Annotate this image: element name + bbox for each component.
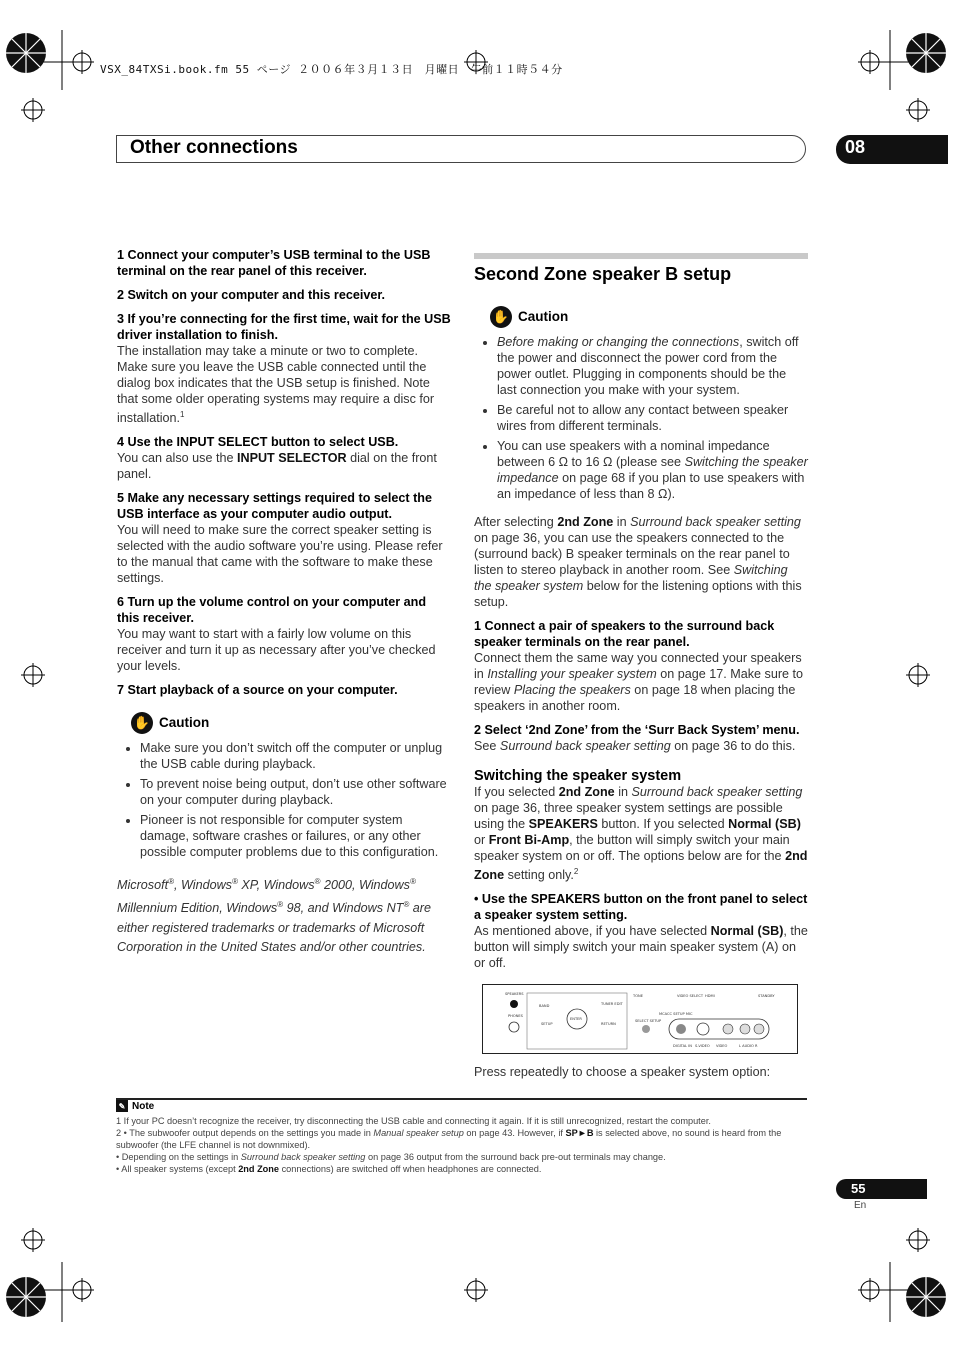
footnotes [116,1115,806,1175]
step-4: 4 Use the INPUT SELECT button to select USB. [117,435,399,450]
panel-label-standby: STANDBY [758,994,775,998]
panel-label-band: BAND [539,1004,550,1008]
step-3: 3 If you’re connecting for the first time, wait for the USB driver installation to finish. [117,312,451,342]
press-instruction: Press repeatedly to choose a speaker system option: [474,1065,771,1079]
language-code: En [854,1200,867,1211]
panel-label-select-setup: SELECT SETUP [635,1019,662,1023]
step-6: 6 Turn up the volume control on your computer and this receiver. [117,595,427,626]
page-tab [836,1179,927,1199]
step-3-body: The installation may take a minute or two to complete. Make sure you leave the USB cable connected until the dialog box indicates that the USB setup is finished. Note that some older operating systems may require a disc for installation.$^1$ [117,344,435,426]
step-2: 2 Select ‘2nd Zone’ from the ‘Surr Back System’ menu. [474,723,800,737]
note-icon: ✎ [116,1100,128,1112]
caution-heading: ✋ Caution [131,712,451,734]
list-item: • Before making or changing the connections, switch off the power and disconnect the power cord from the power outlet. Plugging in components should be the last connection you make with your system. [497,334,808,398]
note-heading: ✎ Note [116,1100,154,1112]
panel-label-s-video: S-VIDEO [695,1044,710,1048]
caution-heading: ✋ Caution [490,306,808,328]
section-title: Other connections [130,137,298,158]
panel-label-speakers: SPEAKERS [505,992,524,996]
trademark-notice: Microsoft®, Windows® XP, Windows® 2000, Windows® Millennium Edition, Windows® 98, and Windows NT® are either registered trademarks or trademarks of Microsoft Corporation in the United States and/or other countries. [117,877,431,954]
front-panel-illustration [482,984,798,1054]
step-4-body: You can also use the INPUT SELECTOR dial on the front panel. [117,451,437,482]
file-header: VSX_84TXSi.book.fm 55 ページ ２００６年３月１３日 月曜日 午前１１時５４分 [100,63,563,76]
list-item: • Make sure you don’t switch off the computer or unplug the USB cable during playback. [140,740,451,772]
step-1: 1 Connect a pair of speakers to the surround back speaker terminals on the rear panel. [474,619,775,649]
footnote: • Depending on the settings in Surround back speaker setting on page 36 output from the surround back pre-out terminals may change. [116,1152,666,1162]
caution-list [474,334,808,502]
panel-label-digital-in: DIGITAL IN [673,1044,692,1048]
step-6-body: You may want to start with a fairly low volume on this receiver and turn it up as necessary after you’ve checked your levels. [117,627,436,674]
step-2: 2 Switch on your computer and this receiver. [117,288,386,302]
panel-label-audio: L AUDIO R [739,1044,758,1048]
panel-label-video: VIDEO [716,1044,728,1048]
list-item: • Pioneer is not responsible for computer system damage, software crashes or failures, or any other possible computer problems due to this configuration. [140,812,451,860]
step-5: 5 Make any necessary settings required to select the USB interface as your computer audio output. [117,491,432,522]
panel-label-video-select: VIDEO SELECT [677,994,704,998]
caution-list [117,740,451,860]
switching-paragraph: If you selected 2nd Zone in Surround back speaker setting on page 36, three speaker system settings are possible using the SPEAKERS button. If you selected Normal (SB) or Front Bi-Amp, the button will simply switch your main speaker system on or off. The options below are for the 2nd Zone setting only.$^2$ [474,785,808,883]
note-rule [116,1098,807,1100]
step-2-body: See Surround back speaker setting on page 36 to do this. [474,739,796,753]
panel-label-return: RETURN [601,1022,616,1026]
section-heading: Second Zone speaker B setup [474,264,732,284]
intro-paragraph: After selecting 2nd Zone in Surround back speaker setting on page 36, you can use the speakers connected to the (surround back) B speaker terminals on the rear panel to listen to stereo playback in another room. See Switching the speaker system below for the listening options with this setup. [474,515,802,609]
step-7: 7 Start playback of a source on your computer. [117,683,398,698]
front-panel-drawing [483,985,797,1053]
step-1-body: Connect them the same way you connected your speakers in Installing your speaker system on page 17. Make sure to review Placing the speakers on page 18 when placing the speakers in another room. [474,651,804,713]
list-item: • To prevent noise being output, don’t use other software on your computer during playback. [140,776,451,808]
left-column [117,247,451,957]
panel-label-tuner-edit: TUNER EDIT [601,1002,623,1006]
speakers-step: • Use the SPEAKERS button on the front panel to select a speaker system setting. [474,892,808,923]
panel-label-phones: PHONES [508,1014,523,1018]
heading-rule [474,253,808,259]
list-item: • You can use speakers with a nominal impedance between 6 Ω to 16 Ω (please see Switching the speaker impedance on page 68 if you plan to use speakers with an impedance of less than 8 Ω). [497,438,808,502]
step-5-body: You will need to make sure the correct speaker setting is selected with the audio software you’re using. Please refer to the manual that came with the software to make these settings. [117,523,443,586]
panel-label-hdmi: HDMI [705,994,715,998]
hand-icon: ✋ [490,306,512,328]
step-1: 1 Connect your computer’s USB terminal to the USB terminal on the rear panel of this receiver. [117,248,431,278]
panel-label-tone: TONE [633,994,643,998]
panel-label-mcacc: MCACC SETUP MIC [659,1012,693,1016]
panel-label-enter: ENTER [570,1017,582,1021]
chapter-number: 08 [845,137,866,157]
page-number: 55 [851,1181,866,1196]
subheading: Switching the speaker system [474,768,682,784]
list-item: • Be careful not to allow any contact between speaker wires from different terminals. [497,402,808,434]
right-column [474,306,808,971]
hand-icon: ✋ [131,712,153,734]
footnote: • All speaker systems (except 2nd Zone connections) are switched off when headphones are connected. [116,1164,542,1174]
panel-label-setup: SETUP [541,1022,553,1026]
footnote: 2 • The subwoofer output depends on the settings you made in Manual speaker setup on page 43. However, if SP►B is selected above, no sound is heard from the subwoofer (the LFE channel is not downmixed). [116,1128,782,1150]
speakers-step-body: As mentioned above, if you have selected Normal (SB), the button will simply switch your main speaker system (A) on or off. [474,924,808,971]
footnote: 1 If your PC doesn’t recognize the receiver, try disconnecting the USB cable and connecting it again. If it is still unrecognized, restart the computer. [116,1116,711,1126]
